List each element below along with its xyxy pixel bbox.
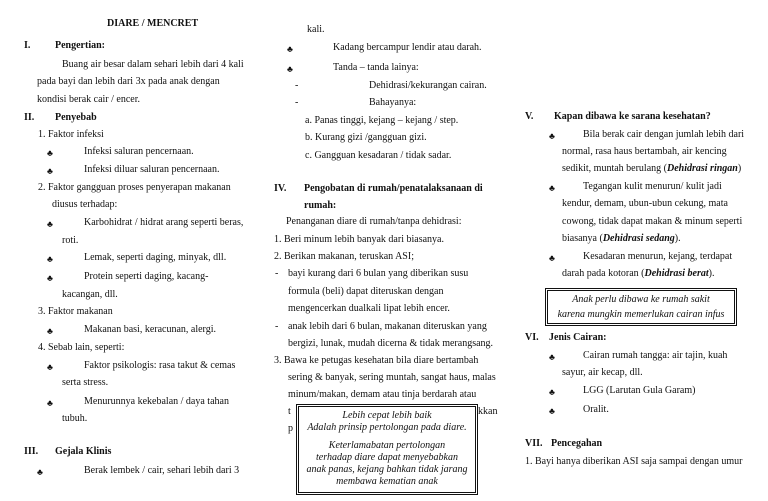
paragraph-line: normal, rasa haus bertambah, air kencing [562,146,727,157]
callout-text: karena mungkin memerlukan cairan infus [557,309,725,320]
section-heading-pencegahan: Pencegahan [551,438,603,449]
callout-text: Anak perlu dibawa ke rumah sakit [572,294,710,305]
callout-text: membawa kematian anak [336,476,438,487]
club-bullet-icon: ♣ [47,362,53,372]
club-bullet-icon: ♣ [47,326,53,336]
club-bullet-icon: ♣ [549,131,555,141]
list-item: Faktor psikologis: rasa takut & cemas [84,360,236,371]
paragraph-line: kkan [478,406,498,417]
list-item: 3. Bawa ke petugas kesehatan bila diare bertambah [274,355,479,366]
section-number: III. [24,446,39,457]
list-item: a. Panas tinggi, kejang – kejang / step. [305,115,459,126]
club-bullet-icon: ♣ [47,166,53,176]
list-item: Protein seperti daging, kacang- [84,271,209,282]
list-item: Cairan rumah tangga: air tajin, kuah [583,350,728,361]
section-number: IV. [274,183,287,194]
text-run: biasanya ( [562,233,603,244]
list-item: 1. Beri minum lebih banyak dari biasanya. [274,234,444,245]
section-heading-jenis-cairan: Jenis Cairan: [549,332,607,343]
text-run: sedikit, muntah berulang ( [562,163,667,174]
emphasis-text: Dehidrasi berat [644,268,709,279]
callout-text: terhadap diare dapat menyebabkan [316,452,458,463]
list-item: 1. Faktor infeksi [38,129,104,140]
club-bullet-icon: ♣ [287,44,293,54]
paragraph-line: t [288,406,291,417]
dash-marker: - [275,321,279,332]
paragraph-line: kali. [307,24,325,35]
paragraph-line: kendur, demam, ubun-ubun cekung, mata [562,198,728,209]
list-item: Tanda – tanda lainya: [333,62,419,73]
list-item: Karbohidrat / hidrat arang seperti beras, [84,217,244,228]
club-bullet-icon: ♣ [549,253,555,263]
paragraph-line: formula (beli) dapat diteruskan dengan [288,286,444,297]
list-item: 4. Sebab lain, seperti: [38,342,125,353]
callout-text: Lebih cepat lebih baik [342,410,432,421]
emphasis-text: Dehidrasi ringan [666,163,738,174]
text-run: ) [737,163,742,174]
paragraph-line [562,233,681,245]
list-item: 2. Berikan makanan, teruskan ASI; [274,251,414,262]
club-bullet-icon: ♣ [37,467,43,477]
dash-marker: - [275,268,279,279]
list-item: 1. Bayi hanya diberikan ASI saja sampai dengan umur [525,456,743,467]
list-item: LGG (Larutan Gula Garam) [583,385,696,396]
section-heading-pengobatan: Pengobatan di rumah/penatalaksanaan di [304,183,483,194]
section-heading-pengobatan: rumah: [304,200,337,211]
paragraph-line: bergizi, lunak, mudah dicerna & tidak merangsang. [288,338,494,349]
section-number: II. [24,112,35,123]
list-item: diusus terhadap: [52,199,118,210]
paragraph-line: Buang air besar dalam sehari lebih dari 4 kali [62,59,244,70]
paragraph-line: kondisi berak cair / encer. [37,94,141,105]
dash-marker: - [295,80,299,91]
club-bullet-icon: ♣ [287,64,293,74]
paragraph-line: sering & banyak, sering muntah, sangat haus, malas [288,372,496,383]
list-item: Kesadaran menurun, kejang, terdapat [583,251,733,262]
paragraph-line: pada bayi dan lebih dari 3x pada anak dengan [37,76,220,87]
paragraph-line: Penanganan diare di rumah/tanpa dehidrasi: [286,216,462,227]
callout-text: Adalah prinsip pertolongan pada diare. [307,422,467,433]
text-run: ). [708,268,715,279]
paragraph-line [562,268,714,280]
paragraph-line: mengencerkan dualkali lipat lebih encer. [288,303,450,314]
list-item: 2. Faktor gangguan proses penyerapan makanan [38,182,231,193]
list-item: roti. [62,235,79,246]
club-bullet-icon: ♣ [549,406,555,416]
callout-text: anak panas, kejang bahkan tidak jarang [306,464,468,475]
callout-box-rumah-sakit [545,288,737,326]
club-bullet-icon: ♣ [47,254,53,264]
section-heading-kapan-dibawa: Kapan dibawa ke sarana kesehatan? [554,111,711,122]
section-number: VI. [525,332,539,343]
section-number: I. [24,40,31,51]
club-bullet-icon: ♣ [47,398,53,408]
paragraph-line: cowong, tidak dapat makan & minum seperti [562,216,743,227]
callout-text: Keterlamabatan pertolongan [328,440,446,451]
list-item: Kadang bercampur lendir atau darah. [333,42,482,53]
dash-marker: - [295,97,299,108]
paragraph-line: p [288,423,293,434]
text-run: darah pada kotoran ( [562,268,645,279]
paragraph-line [562,163,741,175]
paragraph-line: minum/makan, demam atau tinja berdarah atau [288,389,477,400]
list-item: 3. Faktor makanan [38,306,113,317]
list-item: b. Kurang gizi /gangguan gizi. [305,132,427,143]
list-item: Tegangan kulit menurun/ kulit jadi [583,181,722,192]
emphasis-text: Dehidrasi sedang [602,233,675,244]
list-item: Dehidrasi/kekurangan cairan. [369,80,487,91]
paragraph-line: sayur, air kecap, dll. [562,367,643,378]
list-item: Infeksi saluran pencernaan. [84,146,194,157]
section-heading-gejala: Gejala Klinis [55,446,112,457]
paragraph-line: anak lebih dari 6 bulan, makanan diteruskan yang [288,321,487,332]
list-item: Lemak, seperti daging, minyak, dll. [84,252,227,263]
list-item: Infeksi diluar saluran pencernaan. [84,164,220,175]
list-item: Berak lembek / cair, sehari lebih dari 3 [84,465,240,476]
list-item: c. Gangguan kesadaran / tidak sadar. [305,150,452,161]
list-item: Makanan basi, keracunan, alergi. [84,324,216,335]
list-item: Oralit. [583,404,609,415]
club-bullet-icon: ♣ [549,183,555,193]
club-bullet-icon: ♣ [47,273,53,283]
list-item: Bila berak cair dengan jumlah lebih dari [583,129,745,140]
list-item: Menurunnya kekebalan / daya tahan [84,396,229,407]
club-bullet-icon: ♣ [549,387,555,397]
text-run: ). [674,233,681,244]
section-number: V. [525,111,534,122]
section-heading-pengertian: Pengertian: [55,40,105,51]
callout-box [296,404,478,495]
section-heading-penyebab: Penyebab [55,112,97,123]
list-item: Bahayanya: [369,97,417,108]
club-bullet-icon: ♣ [47,219,53,229]
club-bullet-icon: ♣ [47,148,53,158]
section-number: VII. [525,438,543,449]
paragraph-line: bayi kurang dari 6 bulan yang diberikan susu [288,268,469,279]
list-item: kacangan, dll. [62,289,118,300]
list-item: serta stress. [62,377,109,388]
document-title: DIARE / MENCRET [107,18,199,29]
club-bullet-icon: ♣ [549,352,555,362]
list-item: tubuh. [62,413,88,424]
